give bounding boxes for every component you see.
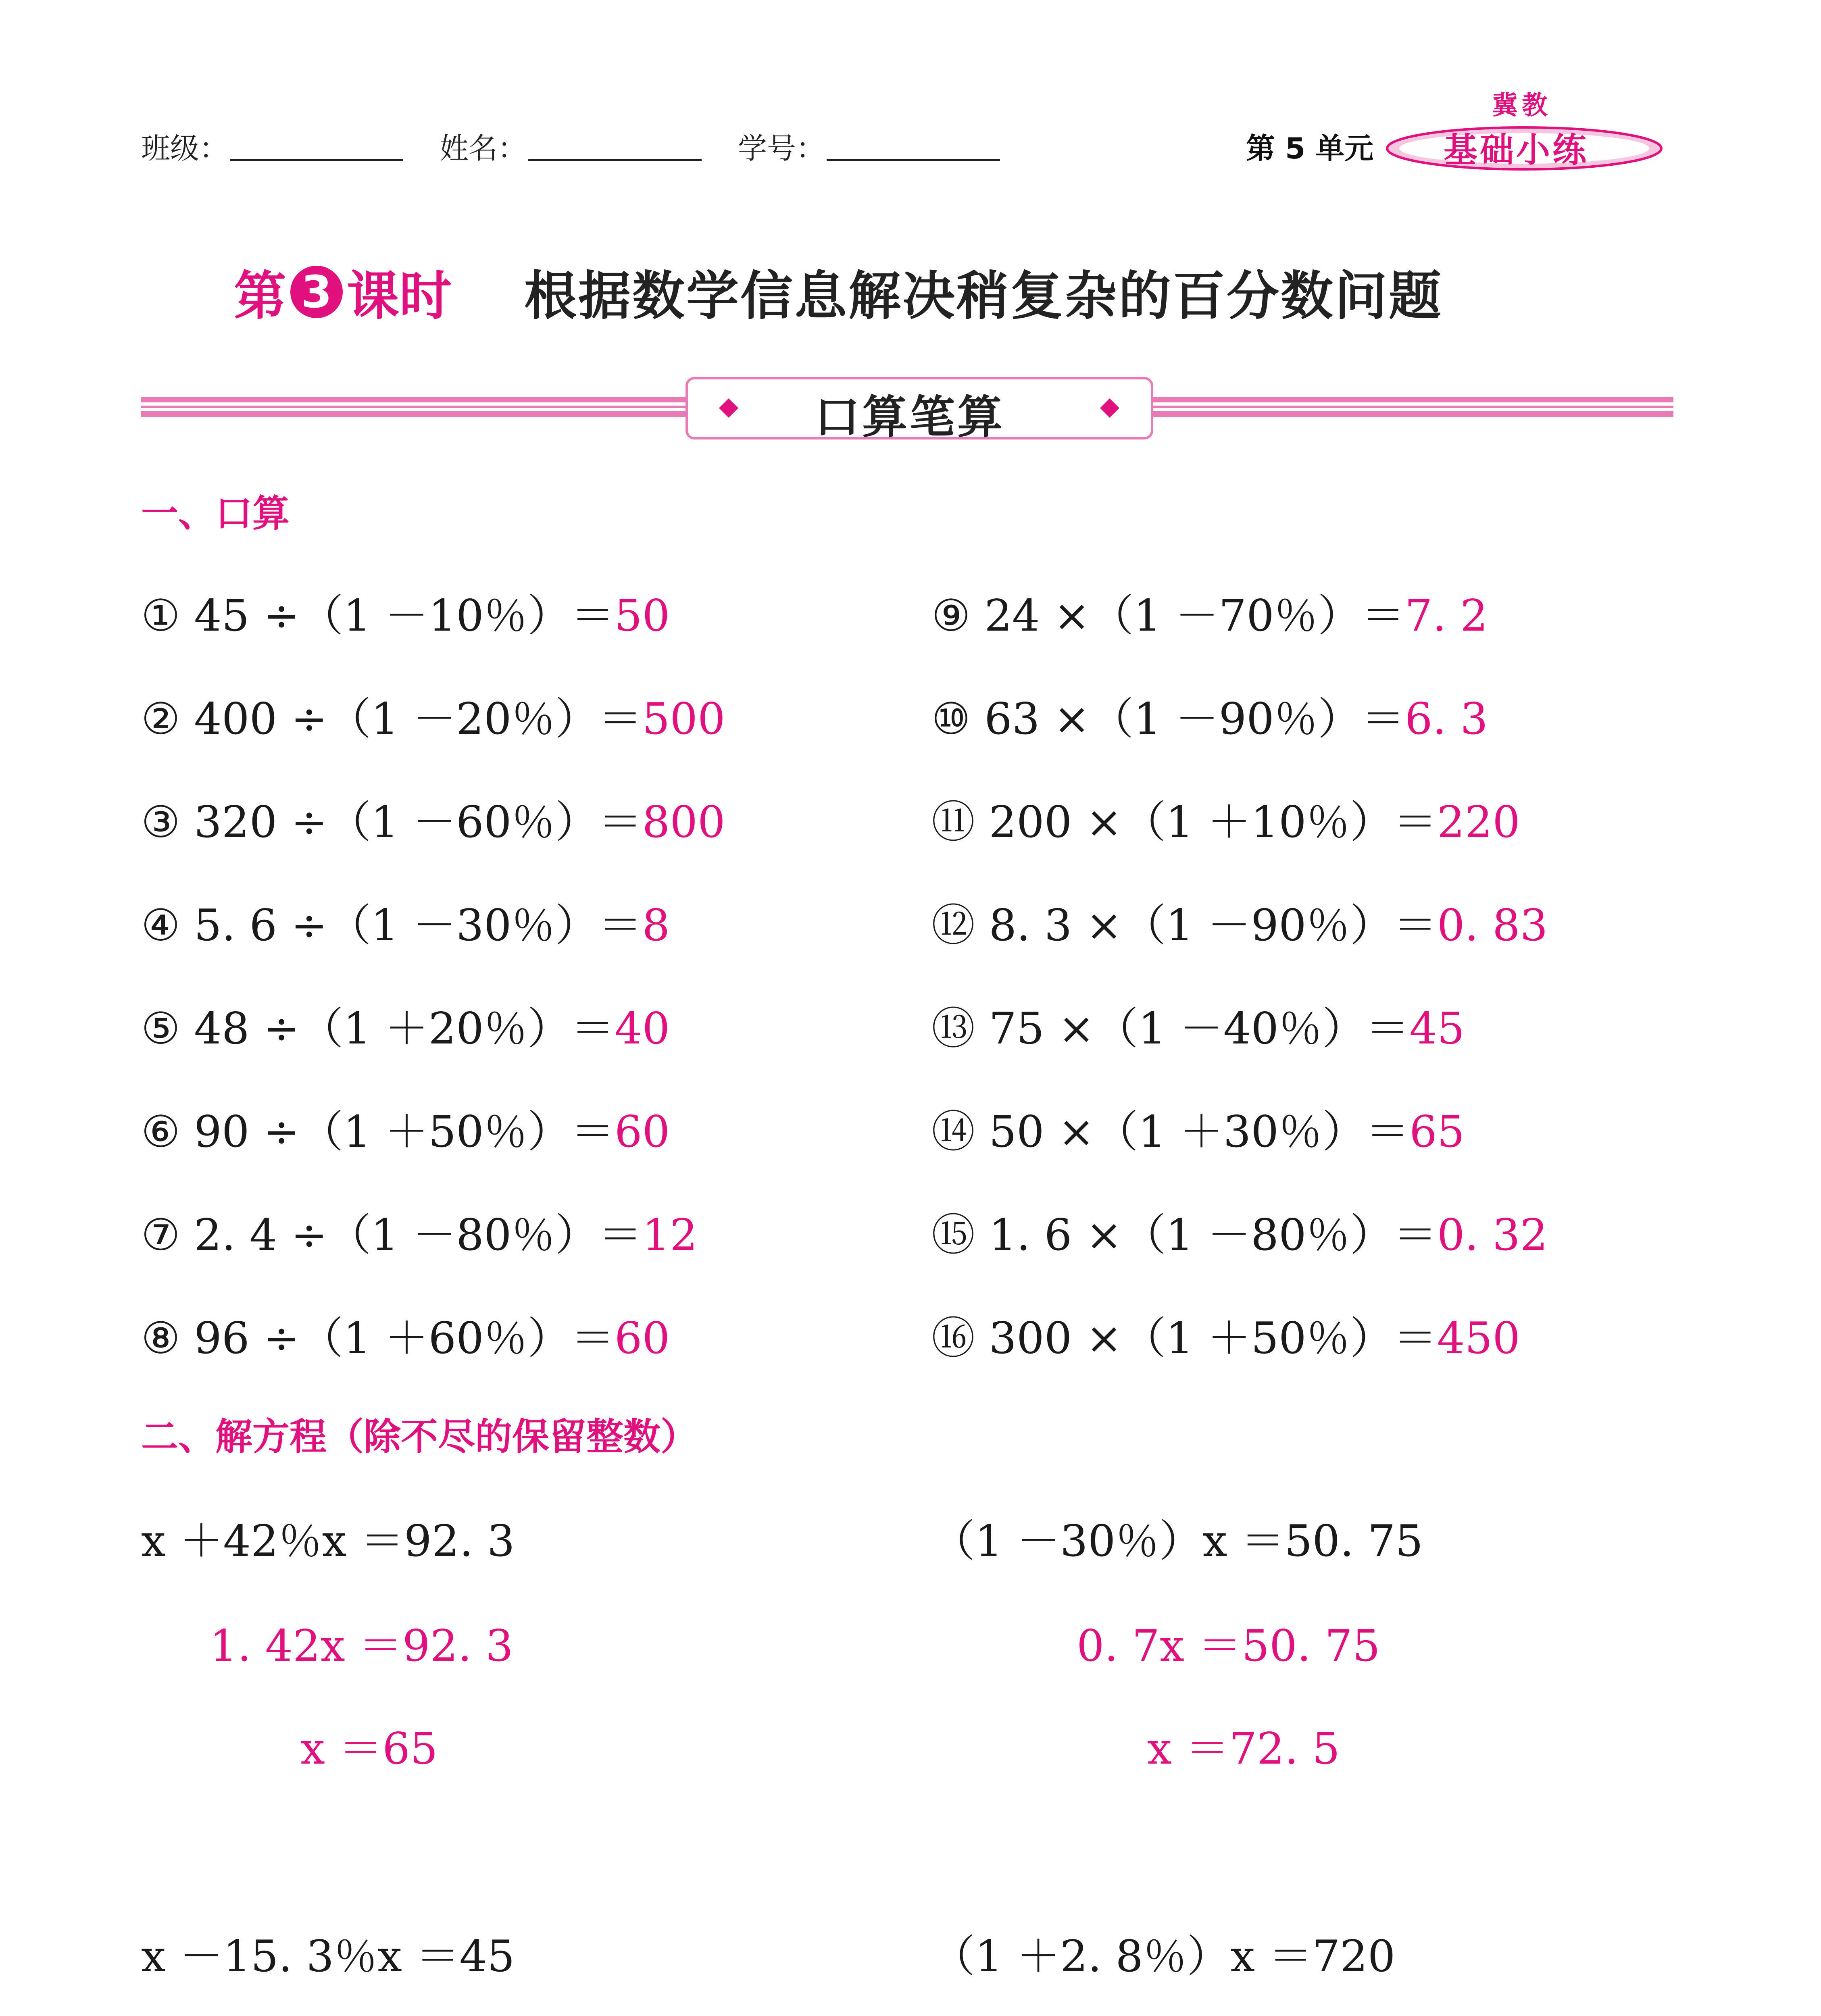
equation: （1 ＋2. 8％）x ＝720 (931, 1931, 1396, 1982)
lesson-prefix: 第 (234, 265, 287, 327)
id-label: 学号： (738, 131, 825, 165)
problem: ⑯ 300 ×（1 ＋50％）＝450 (931, 1313, 1520, 1364)
problem: ③ 320 ÷（1 －60％）＝800 (141, 797, 725, 848)
problem: ⑥ 90 ÷（1 ＋50％）＝60 (141, 1107, 670, 1157)
problem: ⑨ 24 ×（1 －70％）＝7. 2 (931, 591, 1488, 641)
problem: ⑭ 50 ×（1 ＋30％）＝65 (931, 1107, 1465, 1157)
name-label: 姓名： (440, 131, 527, 165)
lesson-circle: 3 (290, 266, 343, 318)
problem: ⑫ 8. 3 ×（1 －90％）＝0. 83 (931, 900, 1548, 951)
problem: ⑪ 200 ×（1 ＋10％）＝220 (931, 797, 1520, 848)
id-blank[interactable] (827, 159, 1000, 161)
problem: ⑧ 96 ÷（1 ＋60％）＝60 (141, 1313, 670, 1364)
equation-step: 0. 7x ＝50. 75 (1077, 1621, 1380, 1671)
name-blank[interactable] (528, 159, 702, 161)
publisher-label: 冀教 (1492, 91, 1552, 121)
problem: ④ 5. 6 ÷（1 －30％）＝8 (141, 900, 670, 951)
problem: ⑩ 63 ×（1 －90％）＝6. 3 (931, 694, 1488, 744)
problem: ⑦ 2. 4 ÷（1 －80％）＝12 (141, 1210, 698, 1260)
class-label: 班级： (141, 131, 229, 165)
equation: x ＋42％x ＝92. 3 (141, 1516, 515, 1566)
lesson-suffix: 课时 (347, 265, 452, 327)
equation-step: 1. 42x ＝92. 3 (210, 1621, 513, 1671)
class-blank[interactable] (230, 159, 403, 161)
problem: ⑬ 75 ×（1 －40％）＝45 (931, 1004, 1465, 1054)
problem: ① 45 ÷（1 －10％）＝50 (141, 591, 670, 641)
problem: ② 400 ÷（1 －20％）＝500 (141, 694, 725, 744)
banner-title: 口算笔算 (815, 391, 1005, 444)
equation: x －15. 3％x ＝45 (141, 1931, 515, 1982)
problem: ⑤ 48 ÷（1 ＋20％）＝40 (141, 1004, 670, 1054)
page-title: 根据数学信息解决稍复杂的百分数问题 (524, 265, 1443, 327)
equation-step: x ＝65 (300, 1724, 438, 1774)
equation: （1 －30％）x ＝50. 75 (931, 1516, 1423, 1566)
brand-name: 基础小练 (1444, 130, 1589, 170)
section-heading-equations: 二、解方程（除不尽的保留整数） (141, 1415, 698, 1458)
problem: ⑮ 1. 6 ×（1 －80％）＝0. 32 (931, 1210, 1548, 1260)
equation-step: x ＝72. 5 (1147, 1724, 1340, 1774)
unit-label: 第 5 单元 (1246, 131, 1374, 165)
lesson-number (234, 254, 452, 329)
section-heading-oral: 一、口算 (141, 492, 290, 535)
